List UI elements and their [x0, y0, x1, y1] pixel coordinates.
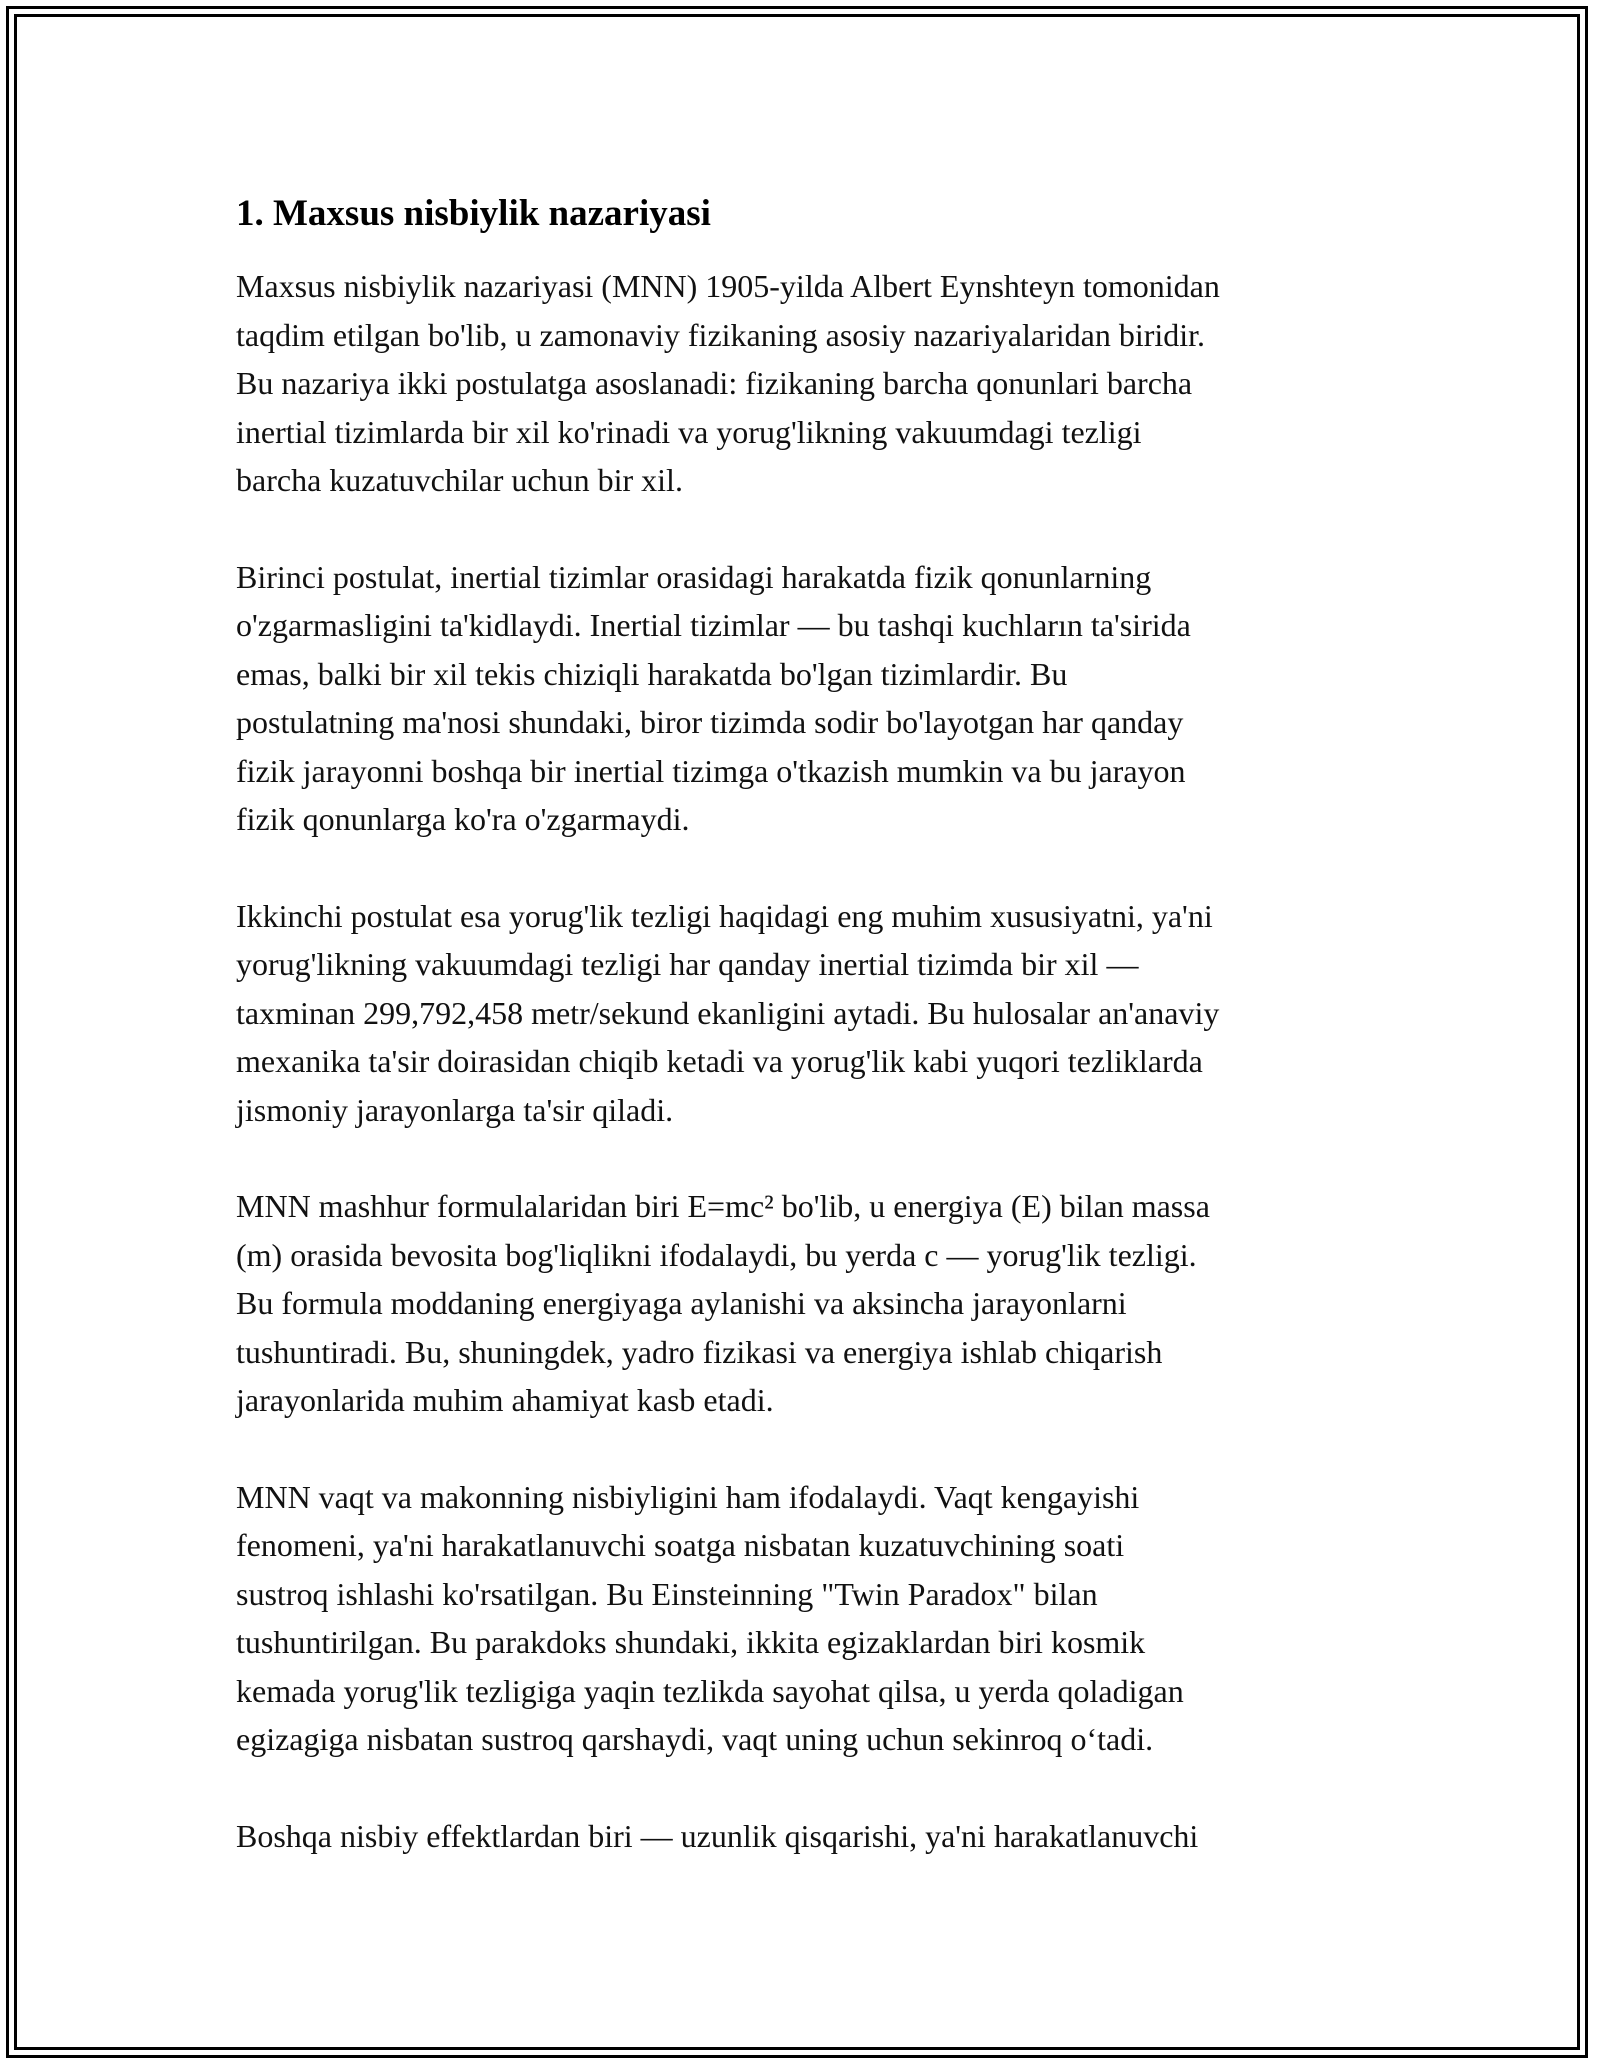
text-line: MNN mashhur formulalaridan biri E=mc² bo'lib, u energiya (E) bilan massa — [236, 1188, 1210, 1224]
paragraph-second-postulate — [236, 892, 1366, 1135]
text-line: o'zgarmasligini ta'kidlaydi. Inertial tizimlar — bu tashqi kuchların ta'sirida — [236, 607, 1191, 643]
paragraph-time-dilation — [236, 1473, 1366, 1764]
text-line: emas, balki bir xil tekis chiziqli harakatda bo'lgan tizimlardir. Bu — [236, 655, 1068, 692]
paragraph-first-postulate — [236, 553, 1366, 844]
section-heading: 1. Maxsus nisbiylik nazariyasi — [236, 193, 711, 234]
text-line: Ikkinchi postulat esa yorug'lik tezligi haqidagi eng muhim xususiyatni, ya'ni — [236, 897, 1213, 934]
text-line: fenomeni, ya'ni harakatlanuvchi soatga nisbatan kuzatuvchining soati — [236, 1527, 1125, 1563]
text-line: postulatning ma'nosi shundaki, biror tizimda sodir bo'layotgan har qanday — [236, 704, 1184, 740]
text-line: mexanika ta'sir doirasidan chiqib ketadi va yorug'lik kabi yuqori tezliklarda — [236, 1043, 1203, 1079]
text-line: inertial tizimlarda bir xil ko'rinadi va yorug'likning vakuumdagi tezligi — [236, 413, 1142, 450]
text-line: tushuntirilgan. Bu parakdoks shundaki, ikkita egizaklardan biri kosmik — [236, 1624, 1146, 1660]
text-line: MNN vaqt va makonning nisbiyligini ham ifodalaydi. Vaqt kengayishi — [236, 1478, 1140, 1515]
paragraph-length-contraction — [236, 1812, 1366, 1861]
text-line: (m) orasida bevosita bog'liqlikni ifodalaydi, bu yerda c — yorug'lik tezligi. — [236, 1236, 1197, 1273]
paragraph-mass-energy — [236, 1182, 1366, 1425]
text-line: yorug'likning vakuumdagi tezligi har qanday inertial tizimda bir xil — — [236, 946, 1139, 982]
text-line: kemada yorug'lik tezligiga yaqin tezlikda sayohat qilsa, u yerda qoladigan — [236, 1672, 1184, 1709]
text-line: taxminan 299,792,458 metr/sekund ekanligini aytadi. Bu hulosalar an'anaviy — [236, 994, 1220, 1031]
text-line: jarayonlarida muhim ahamiyat kasb etadi. — [236, 1382, 774, 1418]
document-body — [236, 186, 1366, 1908]
text-line: fizik jarayonni boshqa bir inertial tizimga o'tkazish mumkin va bu jarayon — [236, 752, 1186, 789]
text-line: egizagiga nisbatan sustroq qarshaydi, vaqt uning uchun sekinroq oʻtadi. — [236, 1721, 1154, 1757]
text-line: Maxsus nisbiylik nazariyasi (MNN) 1905-yilda Albert Eynshteyn tomonidan — [236, 268, 1220, 304]
text-line: Bu nazariya ikki postulatga asoslanadi: fizikaning barcha qonunlari barcha — [236, 365, 1193, 401]
text-line: taqdim etilgan bo'lib, u zamonaviy fizikaning asosiy nazariyalaridan biridir. — [236, 316, 1206, 353]
text-line: Birinci postulat, inertial tizimlar orasidagi harakatda fizik qonunlarning — [236, 558, 1152, 595]
text-line: fizik qonunlarga ko'ra o'zgarmaydi. — [236, 801, 690, 837]
text-line: Boshqa nisbiy effektlardan biri — uzunlik qisqarishi, ya'ni harakatlanuvchi — [236, 1817, 1199, 1854]
text-line: barcha kuzatuvchilar uchun bir xil. — [236, 462, 683, 498]
text-line: Bu formula moddaning energiyaga aylanishi va aksincha jarayonlarni — [236, 1285, 1127, 1321]
paragraph-intro — [236, 262, 1366, 505]
text-line: jismoniy jarayonlarga ta'sir qiladi. — [236, 1091, 674, 1128]
text-line: sustroq ishlashi ko'rsatilgan. Bu Einsteinning "Twin Paradox" bilan — [236, 1575, 1098, 1612]
text-line: tushuntiradi. Bu, shuningdek, yadro fizikasi va energiya ishlab chiqarish — [236, 1333, 1163, 1370]
